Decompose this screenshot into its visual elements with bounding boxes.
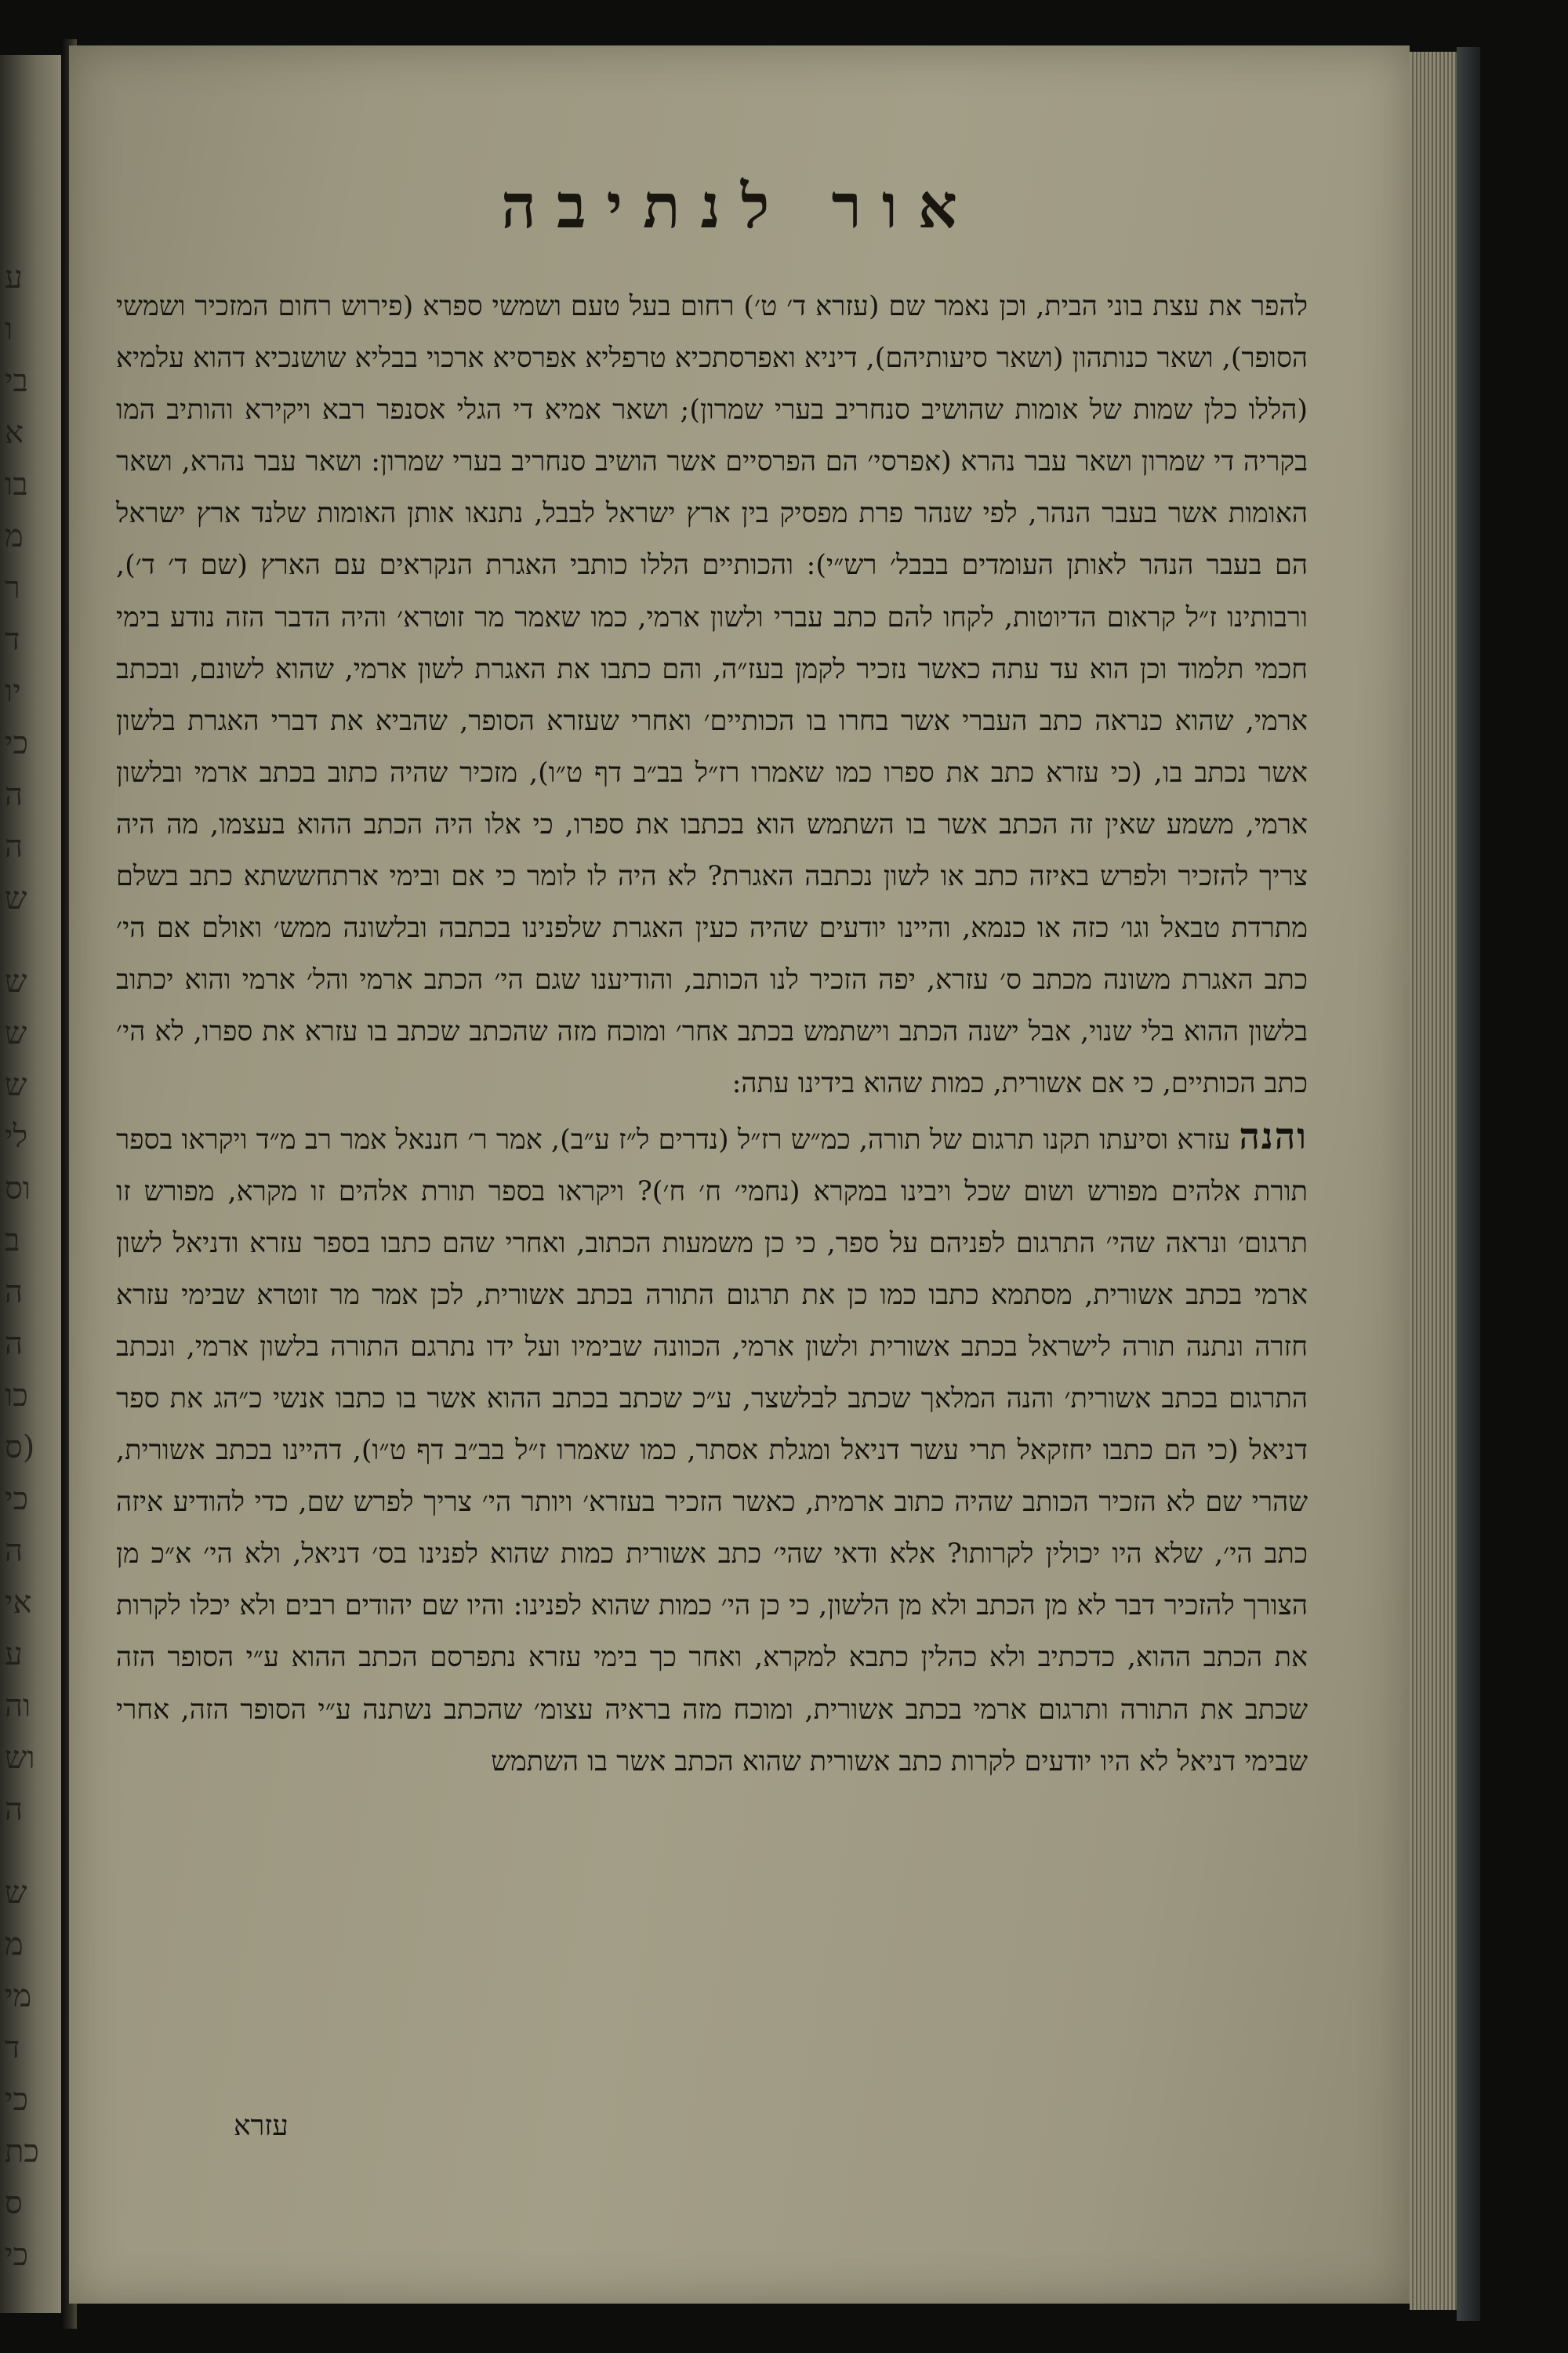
left-page-fragment: א [5,415,24,451]
left-page-fragment: ה [5,1274,24,1310]
left-page-fragment: וס [5,1171,31,1207]
left-page-fragment: כי [5,1481,29,1517]
paragraph-2-text: עזרא וסיעתו תקנו תרגום של תורה, כמ״ש רז״ל (נדרים ל״ז ע״ב), אמר ר׳ חננאל אמר רב מ״ד ויקראו בספר תורת אלהים מפורש ושום שכל ויבינו במקרא (נחמי׳ ח׳ ח׳)? ויקראו בספר תורת אלהים זו מקרא, מפורש זו תרגום׳ ונראה שהי׳ התרגום לפניהם על ספר, כי כן משמעות הכתוב, ואחרי שהם כתבו בספר עזרא ודניאל לשון ארמי בכתב אשורית, מסתמא כתבו כמו כן את תרגום התורה בכתב אשורית, לכן אמר מר זוטרא שבימי עזרא חזרה ונתנה תורה לישראל בכתב אשורית ולשון ארמי, הכוונה שבימיו ועל ידו נתרגם התורה בלשון ארמי, ונכתב התרגום בכתב אשורית׳ והנה המלאך שכתב לבלשצר, ע״כ שכתב בכתב ההוא אשר בו כתבו אנשי כ״הג את ספר דניאל (כי הם כתבו יחזקאל תרי עשר דניאל ומגלת אסתר, כמו שאמרו ז״ל בב״ב דף ט״ו), דהיינו בכתב אשורית, שהרי שם לא הזכיר הכותב שהיה כתוב ארמית, כאשר הזכיר בעזרא׳ ויותר הי׳ צריך לפרש שם, כדי להודיע איזה כתב הי׳, שלא היו יכולין לקרותו? אלא ודאי שהי׳ כתב אשורית כמות שהוא לפנינו בס׳ דניאל, ולא הי׳ א״כ מן הצורך להזכיר דבר לא מן הכתב ולא מן הלשון, כי כן הי׳ כמות שהוא לפנינו: והיו שם יהודים רבים ולא יכלו לקרות את הכתב ההוא, כדכתיב ולא כהלין כתבא למקרא, ואחר כך בימי עזרא נתפרסם הכתב ההוא ע״י הסופר הזה שכתב את התורה ותרגום ארמי בכתב אשורית, ומוכח מזה בראיה עצומ׳ שהכתב נשתנה ע״י הסופר הזה, אחרי שבימי דניאל לא היו יודעים לקרות כתב אשורית שהוא הכתב אשר בו השתמש [116,1124,1308,1777]
left-page-fragment: ה [5,1326,24,1362]
left-page-fragment: בי [5,363,28,399]
left-page-fragment: מי [5,1978,32,2014]
left-page-fragment: כי [5,2237,29,2273]
left-page-fragment: ע [5,260,23,296]
left-page-fragment: ד [5,622,20,658]
left-page-fragment: כי [5,725,29,761]
left-page-fragment: לי [5,1119,28,1155]
left-page-fragment: ה [5,829,24,865]
left-page-fragment: ש [5,964,27,1000]
left-page-fragment: ש [5,1015,27,1051]
page-header: אור לנתיבה [501,171,978,242]
left-page-fragment: מ [5,1926,24,1963]
cover-edge [1457,47,1480,2321]
left-page-fragment: ה [5,1792,24,1828]
left-page-fragment: ש [5,881,27,917]
book-page [69,45,1410,2304]
left-page-fragment: כי [5,2082,29,2118]
page-edges [1410,52,1457,2310]
left-page-fragment: ש [5,1067,27,1103]
left-page-fragment: אי [5,1585,32,1621]
left-page-fragment: ס [5,2185,23,2221]
left-page-edge [0,55,66,2313]
paragraph-2 [116,1110,1308,1788]
left-page-fragment: כו [5,1378,28,1414]
left-page-fragment: כת [5,2133,39,2170]
body-text [116,281,1308,1788]
left-page-fragment: יו [5,674,21,710]
left-page-fragment: וש [5,1740,35,1776]
left-page-fragment: ע [5,1636,23,1672]
left-page-fragment: ה [5,777,24,813]
left-page-fragment: בו [5,467,28,503]
paragraph-opener: והנה [1239,1114,1308,1157]
left-page-fragment: ר [5,570,20,606]
left-page-fragment: ד [5,2030,20,2066]
left-page-fragment: מ [5,518,24,554]
left-page-fragment: וה [5,1688,31,1724]
paragraph-1: להפר את עצת בוני הבית, וכן נאמר שם (עזרא ד׳ ט׳) רחום בעל טעם ושמשי ספרא (פירוש רחום המזכיר ושמשי הסופר), ושאר כנותהון (ושאר סיעותיהם), דיניא ואפרסתכיא טרפליא אפרסיא ארכוי בבליא שושנכיא דהוא עלמיא (הללו כלן שמות של אומות שהושיב סנחריב בערי שמרון); ושאר אמיא די הגלי אסנפר רבא ויקירא והותיב המו בקריה די שמרון ושאר עבר נהרא (אפרסי׳ הם הפרסיים אשר הושיב סנחריב בערי שמרון: ושאר עבר נהרא, ושאר האומות אשר בעבר הנהר, לפי שנהר פרת מפסיק בין ארץ ישראל לבבל, נתנאו אותן האומות שלנד ארץ ישראל הם בעבר הנהר לאותן העומדים בבבל׳ רש״י): והכותיים הללו כותבי האגרת הנקראים עם הארץ (שם ד׳ ד׳), ורבותינו ז״ל קראום הדיוטות, לקחו להם כתב עברי ולשון ארמי, כמו שאמר מר זוטרא׳ והיה הדבר הזה נודע בימי חכמי תלמוד וכן הוא עד עתה כאשר נזכיר לקמן בעז״ה, והם כתבו את האגרת לשון ארמי, שהוא לשונם, ובכתב ארמי, שהוא כנראה כתב העברי אשר בחרו בו הכותיים׳ ואחרי שעזרא הסופר, שהביא את דברי האגרת בלשון אשר נכתב בו, (כי עזרא כתב את ספרו כמו שאמרו רז״ל בב״ב דף ט״ו), מזכיר שהיה כתוב בכתב ארמי ובלשון ארמי, משמע שאין זה הכתב אשר בו השתמש הוא בכתבו את ספרו, כי אלו היה הכתב ההוא בעצמו, מה היה צריך להזכיר ולפרש באיזה כתב או לשון נכתבה האגרת? לא היה לו לומר כי אם ובימי ארתחששתא כתב בשלם מתרדת טבאל וגו׳ כזה או כנמא, והיינו יודעים שהיה כעין האגרת שלפנינו בכתבה ובלשונה ממש׳ ואולם אם הי׳ כתב האגרת משונה מכתב ס׳ עזרא, יפה הזכיר לנו הכותב, והודיענו שגם הי׳ הכתב ארמי והל׳ ארמי והוא יכתוב בלשון ההוא בלי שנוי, אבל ישנה הכתב וישתמש בכתב אחר׳ ומוכח מזה שהכתב שכתב בו עזרא את ספרו, לא הי׳ כתב הכותיים, כי אם אשורית, כמות שהוא בידינו עתה: [116,291,1308,1100]
catchword: עזרא [234,2110,289,2142]
left-page-fragment: ש [5,1875,27,1911]
left-page-fragment: ו [5,311,13,347]
left-page-fragment: ה [5,1533,24,1569]
left-page-fragment: ב [5,1222,20,1258]
left-page-fragment: (ס [5,1429,35,1465]
